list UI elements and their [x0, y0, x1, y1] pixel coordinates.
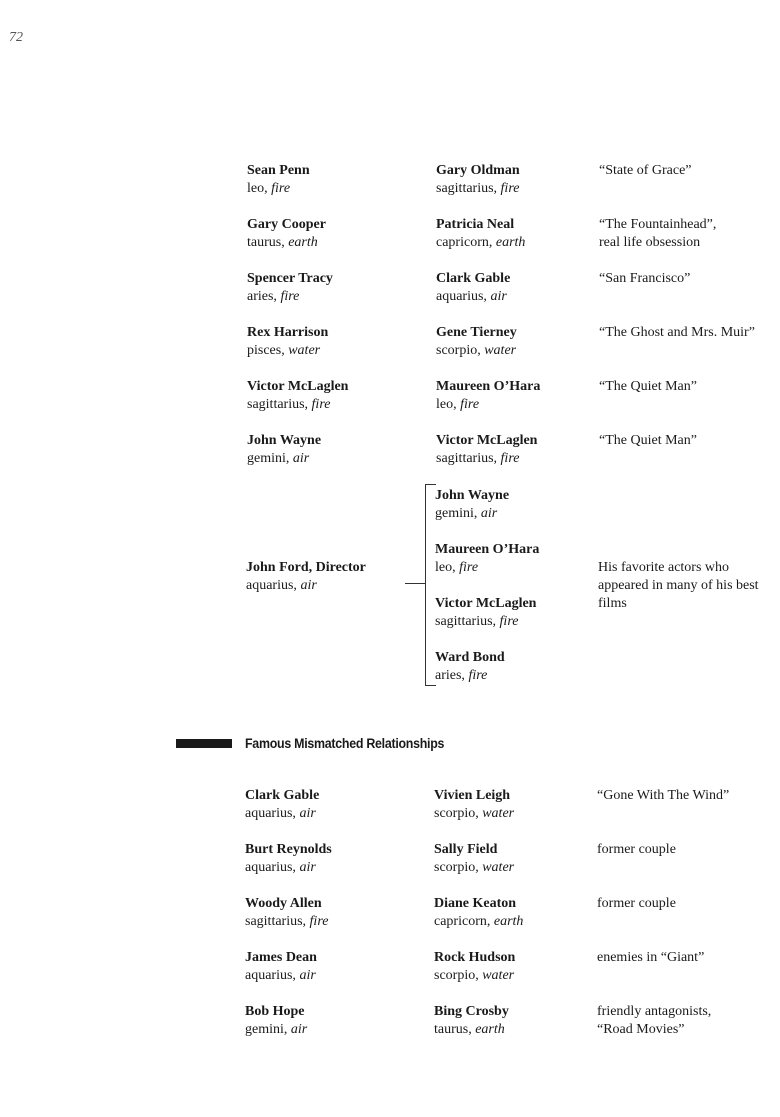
group-actor	[435, 487, 509, 523]
person-b	[436, 270, 510, 306]
section-title: Famous Mismatched Relationships	[245, 736, 445, 751]
director-name: John Ford, Director	[246, 560, 366, 575]
person-name: Spencer Tracy	[247, 271, 333, 286]
zodiac-sign: scorpio,	[434, 860, 479, 875]
element: water	[484, 343, 517, 358]
person-name: Diane Keaton	[434, 896, 517, 911]
element: air	[292, 451, 310, 466]
zodiac-sign: sagittarius,	[436, 451, 498, 466]
zodiac-sign: pisces,	[247, 343, 285, 358]
person-a	[247, 216, 326, 252]
person-name: Rock Hudson	[434, 950, 516, 965]
person-name: Maureen O’Hara	[435, 542, 540, 557]
person-b	[434, 841, 514, 877]
zodiac-sign: capricorn,	[436, 235, 493, 250]
person-b	[434, 787, 514, 823]
person-a	[245, 841, 332, 877]
relationship-note: “The Ghost and Mrs. Muir”	[599, 325, 755, 340]
element: air	[299, 860, 316, 875]
group-actor	[435, 649, 505, 685]
zodiac-sign: aries,	[247, 289, 277, 304]
person-name: Maureen O’Hara	[436, 379, 541, 394]
person-b	[436, 162, 520, 198]
zodiac-sign: leo,	[435, 560, 456, 575]
person-a	[245, 1003, 307, 1039]
zodiac-sign: sagittarius,	[435, 614, 497, 629]
person-name: Ward Bond	[435, 650, 505, 665]
zodiac-sign: taurus,	[434, 1022, 472, 1037]
zodiac-sign: sagittarius,	[247, 397, 309, 412]
element: fire	[468, 668, 488, 683]
relationship-note: enemies in “Giant”	[597, 950, 705, 965]
person-name: Victor McLaglen	[436, 433, 538, 448]
element: water	[482, 860, 515, 875]
element: fire	[460, 397, 480, 412]
element: air	[299, 968, 316, 983]
zodiac-sign: leo,	[247, 181, 268, 196]
relationship-note: “The Fountainhead”, real life obsession	[599, 217, 717, 250]
person-name: Clark Gable	[436, 271, 511, 286]
element: fire	[309, 914, 329, 929]
person-a	[245, 895, 328, 931]
person-name: Burt Reynolds	[245, 842, 332, 857]
zodiac-sign: aries,	[435, 668, 465, 683]
person-b	[436, 216, 525, 252]
person-name: Patricia Neal	[436, 217, 515, 232]
zodiac-sign: aquarius,	[245, 860, 296, 875]
zodiac-sign: gemini,	[247, 451, 290, 466]
person-name: Woody Allen	[245, 896, 322, 911]
person-name: Sally Field	[434, 842, 498, 857]
zodiac-sign: aquarius,	[246, 578, 297, 593]
element: fire	[271, 181, 291, 196]
element: earth	[495, 235, 526, 250]
element: earth	[288, 235, 318, 250]
person-name: Victor McLaglen	[247, 379, 349, 394]
relationship-note: “The Quiet Man”	[599, 379, 697, 394]
element: fire	[500, 181, 520, 196]
zodiac-sign: aquarius,	[245, 806, 296, 821]
person-b	[434, 1003, 509, 1039]
person-a	[245, 787, 319, 823]
zodiac-sign: aquarius,	[245, 968, 296, 983]
element: water	[482, 968, 515, 983]
person-a	[247, 432, 321, 468]
person-name: James Dean	[245, 950, 317, 965]
zodiac-sign: scorpio,	[436, 343, 481, 358]
element: water	[288, 343, 321, 358]
zodiac-sign: sagittarius,	[436, 181, 498, 196]
person-b	[436, 378, 540, 414]
relationship-note: “State of Grace”	[599, 163, 692, 178]
group-actor	[435, 595, 536, 631]
element: earth	[475, 1022, 505, 1037]
element: water	[482, 806, 515, 821]
zodiac-sign: sagittarius,	[245, 914, 307, 929]
zodiac-sign: gemini,	[245, 1022, 288, 1037]
element: earth	[493, 914, 524, 929]
person-name: Bing Crosby	[434, 1004, 509, 1019]
person-a	[247, 324, 328, 360]
person-a	[247, 270, 333, 306]
element: air	[480, 506, 498, 521]
person-name: Bob Hope	[245, 1004, 305, 1019]
relationship-note: “San Francisco”	[599, 271, 691, 286]
element: fire	[280, 289, 300, 304]
person-name: Sean Penn	[247, 163, 310, 178]
person-name: Rex Harrison	[247, 325, 329, 340]
group-actor	[435, 541, 539, 577]
person-b	[436, 432, 537, 468]
person-name: John Wayne	[435, 488, 510, 503]
person-name: Clark Gable	[245, 788, 320, 803]
section-bar	[176, 739, 232, 748]
relationship-note: “Gone With The Wind”	[597, 788, 730, 803]
bracket-connector	[405, 583, 425, 584]
person-a	[247, 162, 310, 198]
element: fire	[459, 560, 479, 575]
element: air	[299, 806, 316, 821]
zodiac-sign: taurus,	[247, 235, 285, 250]
zodiac-sign: scorpio,	[434, 806, 479, 821]
zodiac-sign: leo,	[436, 397, 457, 412]
element: air	[290, 1022, 308, 1037]
person-name: Vivien Leigh	[434, 788, 511, 803]
element: fire	[499, 614, 519, 629]
person-a	[245, 949, 317, 985]
zodiac-sign: scorpio,	[434, 968, 479, 983]
relationship-note: friendly antagonists, “Road Movies”	[597, 1004, 712, 1037]
person-b	[434, 895, 523, 931]
element: fire	[500, 451, 520, 466]
relationship-note: former couple	[597, 842, 676, 857]
person-name: Victor McLaglen	[435, 596, 537, 611]
zodiac-sign: gemini,	[435, 506, 478, 521]
person-a	[247, 378, 348, 414]
director	[246, 559, 366, 595]
person-b	[434, 949, 515, 985]
relationship-note: “The Quiet Man”	[599, 433, 697, 448]
element: fire	[311, 397, 331, 412]
page-number: 72	[9, 30, 23, 45]
zodiac-sign: capricorn,	[434, 914, 491, 929]
element: air	[490, 289, 507, 304]
relationship-note: former couple	[597, 896, 676, 911]
person-name: Gene Tierney	[436, 325, 517, 340]
group-note: His favorite actors who appeared in many of his best films	[598, 560, 759, 611]
person-name: Gary Oldman	[436, 163, 520, 178]
zodiac-sign: aquarius,	[436, 289, 487, 304]
element: air	[300, 578, 317, 593]
person-name: John Wayne	[247, 433, 322, 448]
person-b	[436, 324, 517, 360]
person-name: Gary Cooper	[247, 217, 326, 232]
